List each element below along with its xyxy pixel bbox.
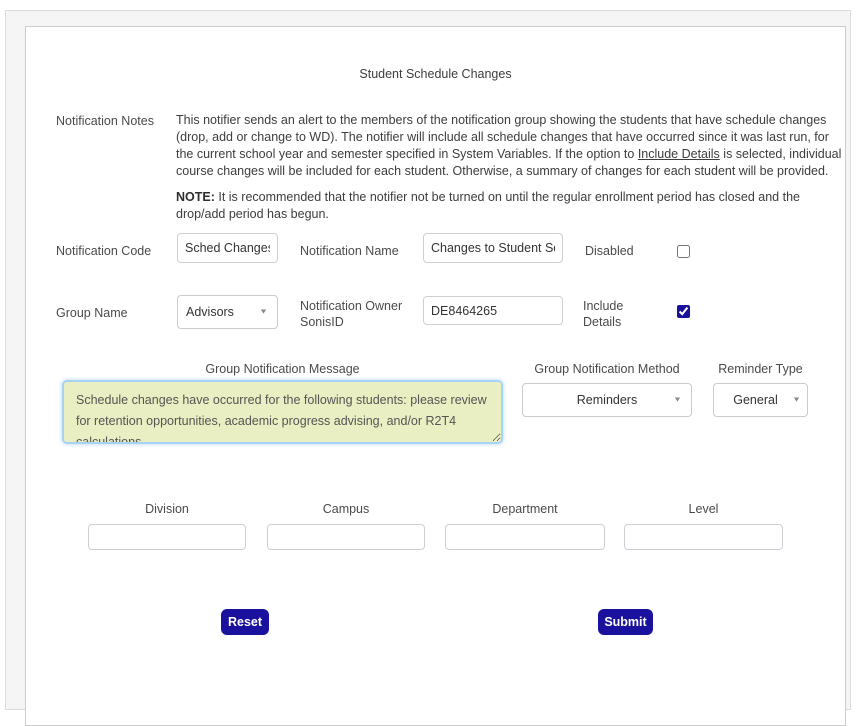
group-notification-message-label: Group Notification Message: [205, 362, 360, 376]
include-details-label: Include Details: [583, 299, 624, 329]
chevron-down-icon: ▼: [673, 396, 683, 404]
note-bold-prefix: NOTE:: [176, 190, 215, 204]
disabled-label: Disabled: [585, 244, 634, 258]
notification-notes-text: [176, 112, 846, 223]
notification-code-input[interactable]: [177, 233, 278, 263]
group-notification-method-label: Group Notification Method: [534, 362, 680, 376]
campus-label: Campus: [322, 502, 370, 516]
notification-name-input[interactable]: [423, 233, 563, 263]
notes-text-segment: It is recommended that the notifier not be turned on until the regular enrollment period has closed and the drop/add period has begun.: [176, 190, 800, 221]
group-name-selected-value: Advisors: [186, 305, 234, 319]
notification-code-label: Notification Code: [56, 244, 152, 258]
campus-input[interactable]: [267, 524, 425, 550]
reset-button[interactable]: Reset: [221, 609, 269, 635]
page-title: Student Schedule Changes: [359, 67, 512, 81]
division-label: Division: [145, 502, 189, 516]
method-selected-value: Reminders: [576, 393, 638, 407]
group-notification-message-textarea[interactable]: [62, 380, 503, 444]
group-name-label: Group Name: [56, 306, 128, 320]
submit-button[interactable]: Submit: [598, 609, 653, 635]
chevron-down-icon: ▼: [792, 396, 802, 404]
department-input[interactable]: [445, 524, 605, 550]
disabled-checkbox[interactable]: [677, 245, 690, 258]
chevron-down-icon: ▼: [259, 308, 269, 316]
include-details-checkbox[interactable]: [677, 305, 690, 318]
group-notification-method-select[interactable]: [522, 383, 692, 417]
level-input[interactable]: [624, 524, 783, 550]
owner-sonisid-input[interactable]: [423, 296, 563, 325]
level-label: Level: [688, 502, 719, 516]
division-input[interactable]: [88, 524, 246, 550]
owner-sonisid-label: Notification Owner SonisID: [300, 299, 403, 329]
notes-paragraph-2: [176, 189, 846, 223]
group-name-select[interactable]: [177, 295, 278, 329]
notification-notes-label: Notification Notes: [56, 114, 154, 128]
notification-name-label: Notification Name: [300, 244, 399, 258]
notes-text-segment: is selected, individual course changes will be included for each student. Otherwise, a summary of changes for each student will be provided.: [176, 147, 842, 178]
include-details-underlined-text: Include Details: [637, 147, 720, 161]
notes-paragraph-1: [176, 112, 846, 180]
reminder-type-select[interactable]: [713, 383, 808, 417]
reminder-type-selected-value: General: [733, 393, 778, 407]
reminder-type-label: Reminder Type: [718, 362, 803, 376]
department-label: Department: [492, 502, 558, 516]
notes-text-segment: This notifier sends an alert to the members of the notification group showing the students that have schedule changes (drop, add or change to WD). The notifier will include all schedule changes that have occurred since it was last run, for the current school year and semester specified in System Variables. If the option to: [176, 113, 829, 161]
